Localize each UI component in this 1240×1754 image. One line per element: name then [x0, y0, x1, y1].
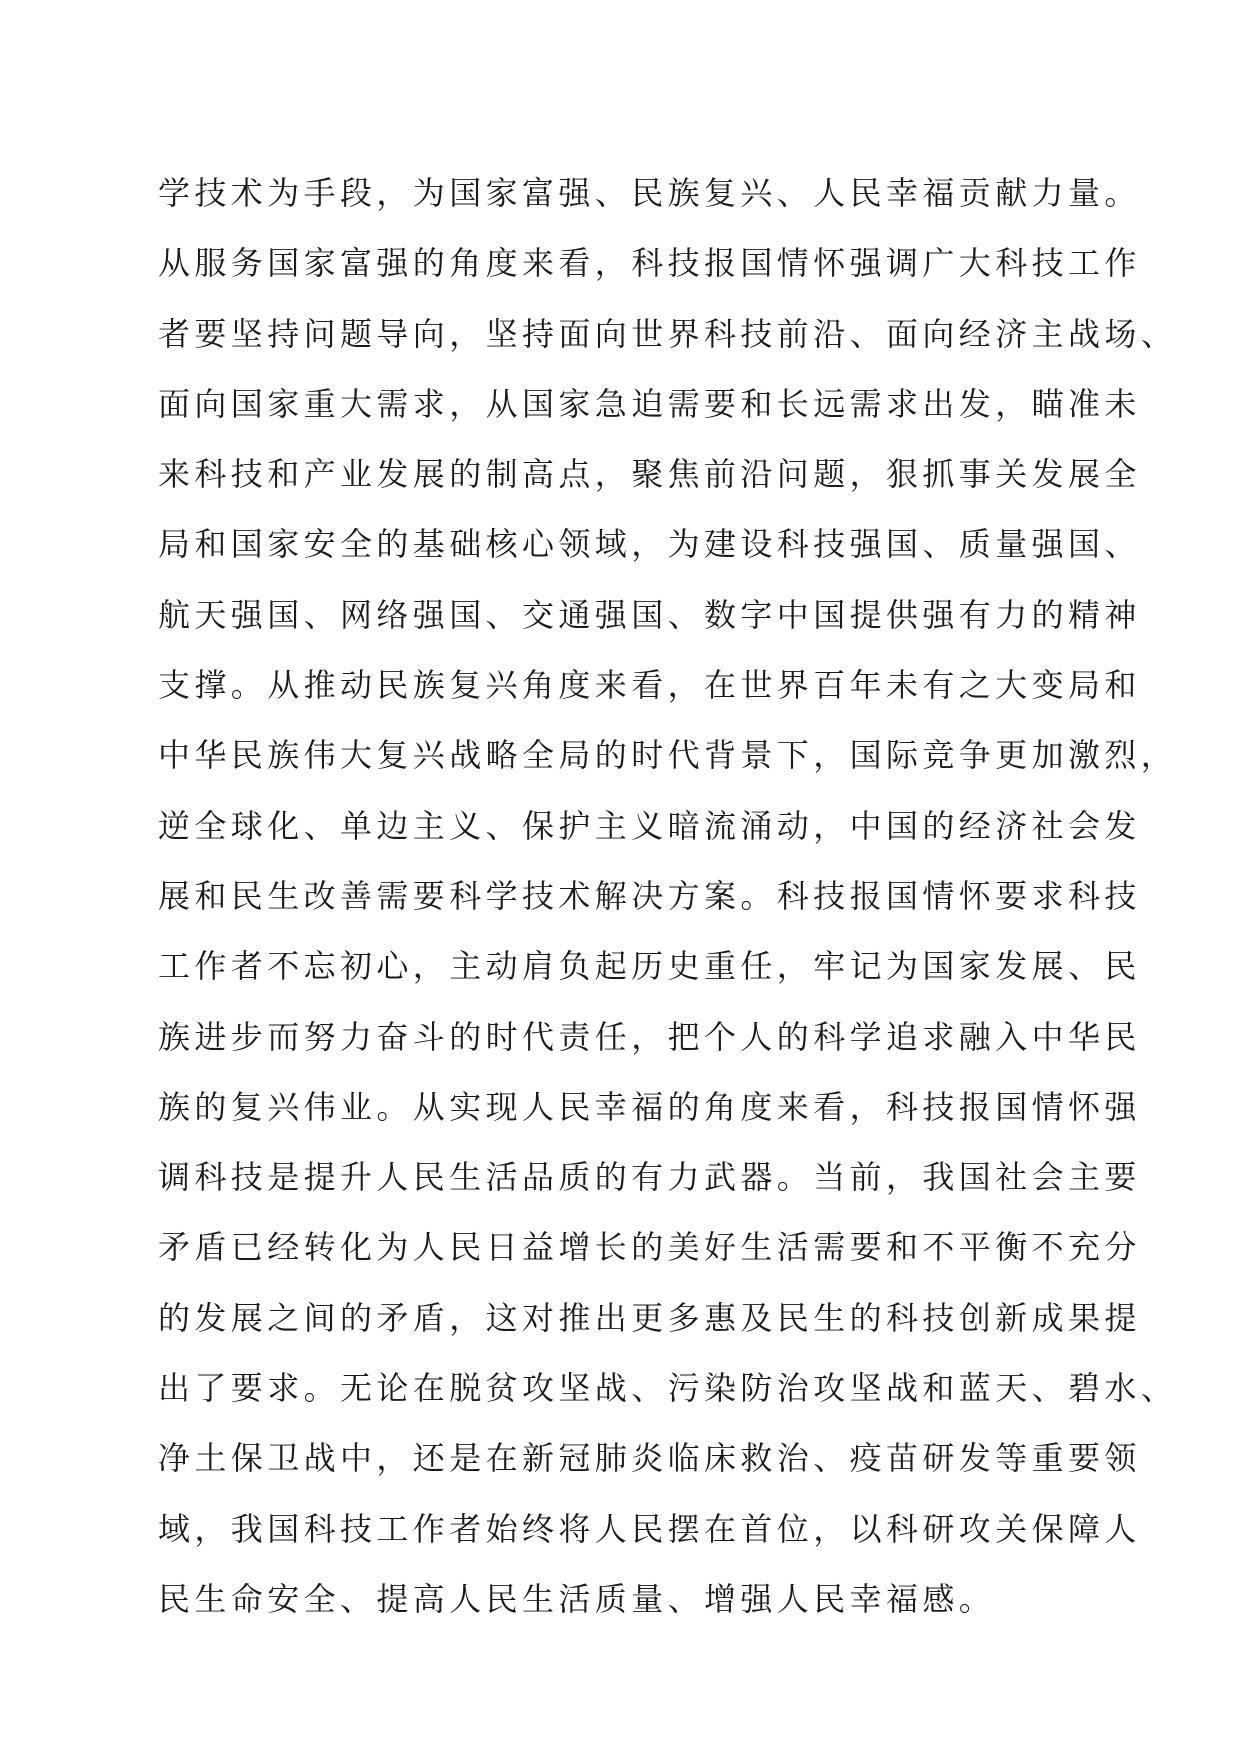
text-line-19: 净土保卫战中，还是在新冠肺炎临床救治、疫苗研发等重要领: [158, 1439, 1141, 1478]
body-text: [158, 158, 1178, 1634]
text-line-9: 中华民族伟大复兴战略全局的时代背景下，国际竞争更加激烈，: [158, 736, 1178, 775]
text-line-16: 矛盾已经转化为人民日益增长的美好生活需要和不平衡不充分: [158, 1228, 1141, 1267]
text-line-14: 族的复兴伟业。从实现人民幸福的角度来看，科技报国情怀强: [158, 1087, 1141, 1126]
text-line-18: 出了要求。无论在脱贫攻坚战、污染防治攻坚战和蓝天、碧水、: [158, 1369, 1178, 1408]
text-line-2: 从服务国家富强的角度来看，科技报国情怀强调广大科技工作: [158, 244, 1141, 283]
text-line-10: 逆全球化、单边主义、保护主义暗流涌动，中国的经济社会发: [158, 806, 1141, 845]
text-line-8: 支撑。从推动民族复兴角度来看，在世界百年未有之大变局和: [158, 666, 1141, 705]
text-line-20: 域，我国科技工作者始终将人民摆在首位，以科研攻关保障人: [158, 1509, 1141, 1548]
text-line-13: 族进步而努力奋斗的时代责任，把个人的科学追求融入中华民: [158, 1017, 1141, 1056]
text-line-17: 的发展之间的矛盾，这对推出更多惠及民生的科技创新成果提: [158, 1298, 1141, 1337]
text-line-7: 航天强国、网络强国、交通强国、数字中国提供强有力的精神: [158, 595, 1141, 634]
text-line-1: 学技术为手段，为国家富强、民族复兴、人民幸福贡献力量。: [158, 174, 1141, 212]
text-line-3: 者要坚持问题导向，坚持面向世界科技前沿、面向经济主战场、: [158, 314, 1178, 353]
text-line-12: 工作者不忘初心，主动肩负起历史重任，牢记为国家发展、民: [158, 947, 1141, 986]
text-line-21: 民生命安全、提高人民生活质量、增强人民幸福感。: [158, 1579, 996, 1618]
text-line-5: 来科技和产业发展的制高点，聚焦前沿问题，狠抓事关发展全: [158, 455, 1141, 494]
text-line-15: 调科技是提升人民生活品质的有力武器。当前，我国社会主要: [158, 1158, 1141, 1197]
text-line-11: 展和民生改善需要科学技术解决方案。科技报国情怀要求科技: [158, 876, 1141, 915]
text-line-6: 局和国家安全的基础核心领域，为建设科技强国、质量强国、: [158, 525, 1141, 564]
text-line-4: 面向国家重大需求，从国家急迫需要和长远需求出发，瞄准未: [158, 384, 1141, 423]
